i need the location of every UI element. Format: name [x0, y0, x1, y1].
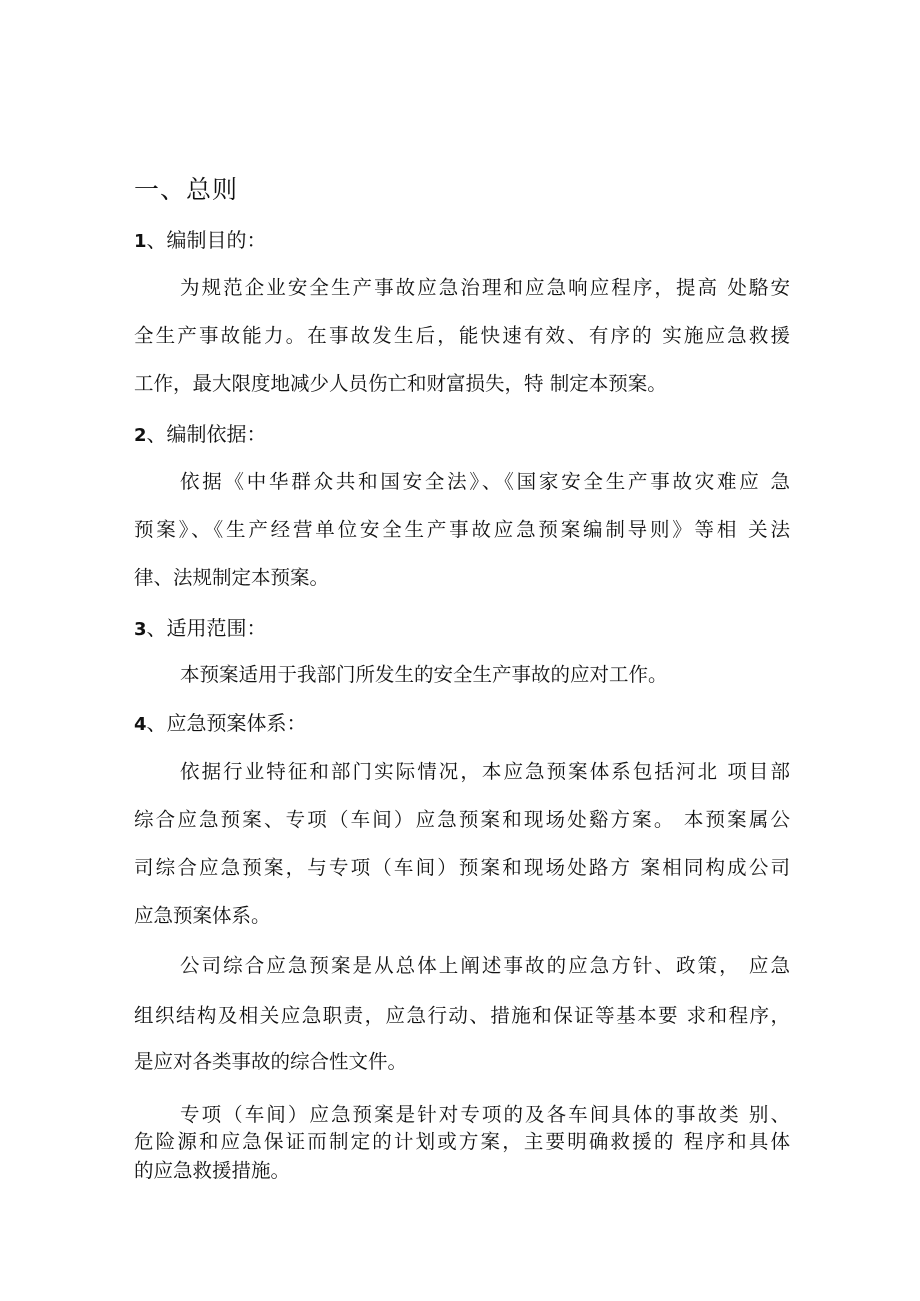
section-number: 1: [134, 231, 147, 252]
paragraph-line: 应急预案体系。: [134, 904, 271, 927]
section-title-text: 、应急预案体系：: [146, 711, 307, 735]
paragraph-line: 危险源和应急保证而制定的计划或方案，主要明确救援的 程序和具体: [134, 1130, 790, 1153]
paragraph-line: 依据《中华群众共和国安全法》、《国家安全生产事故灾难应 急: [180, 470, 790, 493]
paragraph-line: 组织结构及相关应急职责，应急行动、措施和保证等基本要 求和程序，: [134, 1004, 790, 1027]
paragraph-line: 是应对各类事故的综合性文件。: [134, 1050, 408, 1073]
section-title-text: 、编制目的：: [146, 228, 267, 252]
section-3-title: [134, 612, 267, 641]
section-number: 2: [134, 425, 147, 446]
section-title-text: 、编制依据：: [146, 422, 267, 446]
section-number: 3: [134, 619, 147, 640]
paragraph-line: 为规范企业安全生产事故应急治理和应急响应程序，提高 处駱安: [180, 276, 790, 299]
paragraph-line: 依据行业特征和部门实际情况，本应急预案体系包括河北 项目部: [180, 760, 790, 783]
paragraph-line: 专项（车间）应急预案是针对专项的及各车间具体的事故类 别、: [180, 1103, 790, 1126]
section-2-title: [134, 418, 267, 447]
chapter-heading: 一、总则: [134, 175, 239, 204]
paragraph-line: 司综合应急预案，与专项（车间）预案和现场处路方 案相同构成公司: [134, 856, 790, 879]
paragraph-line: 工作，最大限度地减少人员伤亡和财富损失，特 制定本预案。: [134, 372, 667, 395]
paragraph-line: 公司综合应急预案是从总体上阐述事故的应急方针、政策， 应急: [180, 954, 790, 977]
section-1-title: [134, 224, 267, 253]
section-4-title: [134, 707, 307, 736]
section-number: 4: [134, 714, 147, 735]
section-title-text: 、适用范围：: [146, 616, 267, 640]
paragraph-line: 预案》、《生产经营单位安全生产事故应急预案编制导则》等相 关法: [134, 518, 790, 541]
paragraph-line: 律、法规制定本预案。: [134, 566, 330, 589]
paragraph-line: 本预案适用于我部门所发生的安全生产事故的应对工作。: [180, 663, 668, 686]
paragraph-line: 全生产事故能力。在事故发生后，能快速有效、有序的 实施应急救援: [134, 324, 790, 347]
paragraph-line: 的应急救援措施。: [134, 1159, 291, 1182]
paragraph-line: 综合应急预案、专项（车间）应急预案和现场处谿方案。 本预案属公: [134, 808, 790, 831]
